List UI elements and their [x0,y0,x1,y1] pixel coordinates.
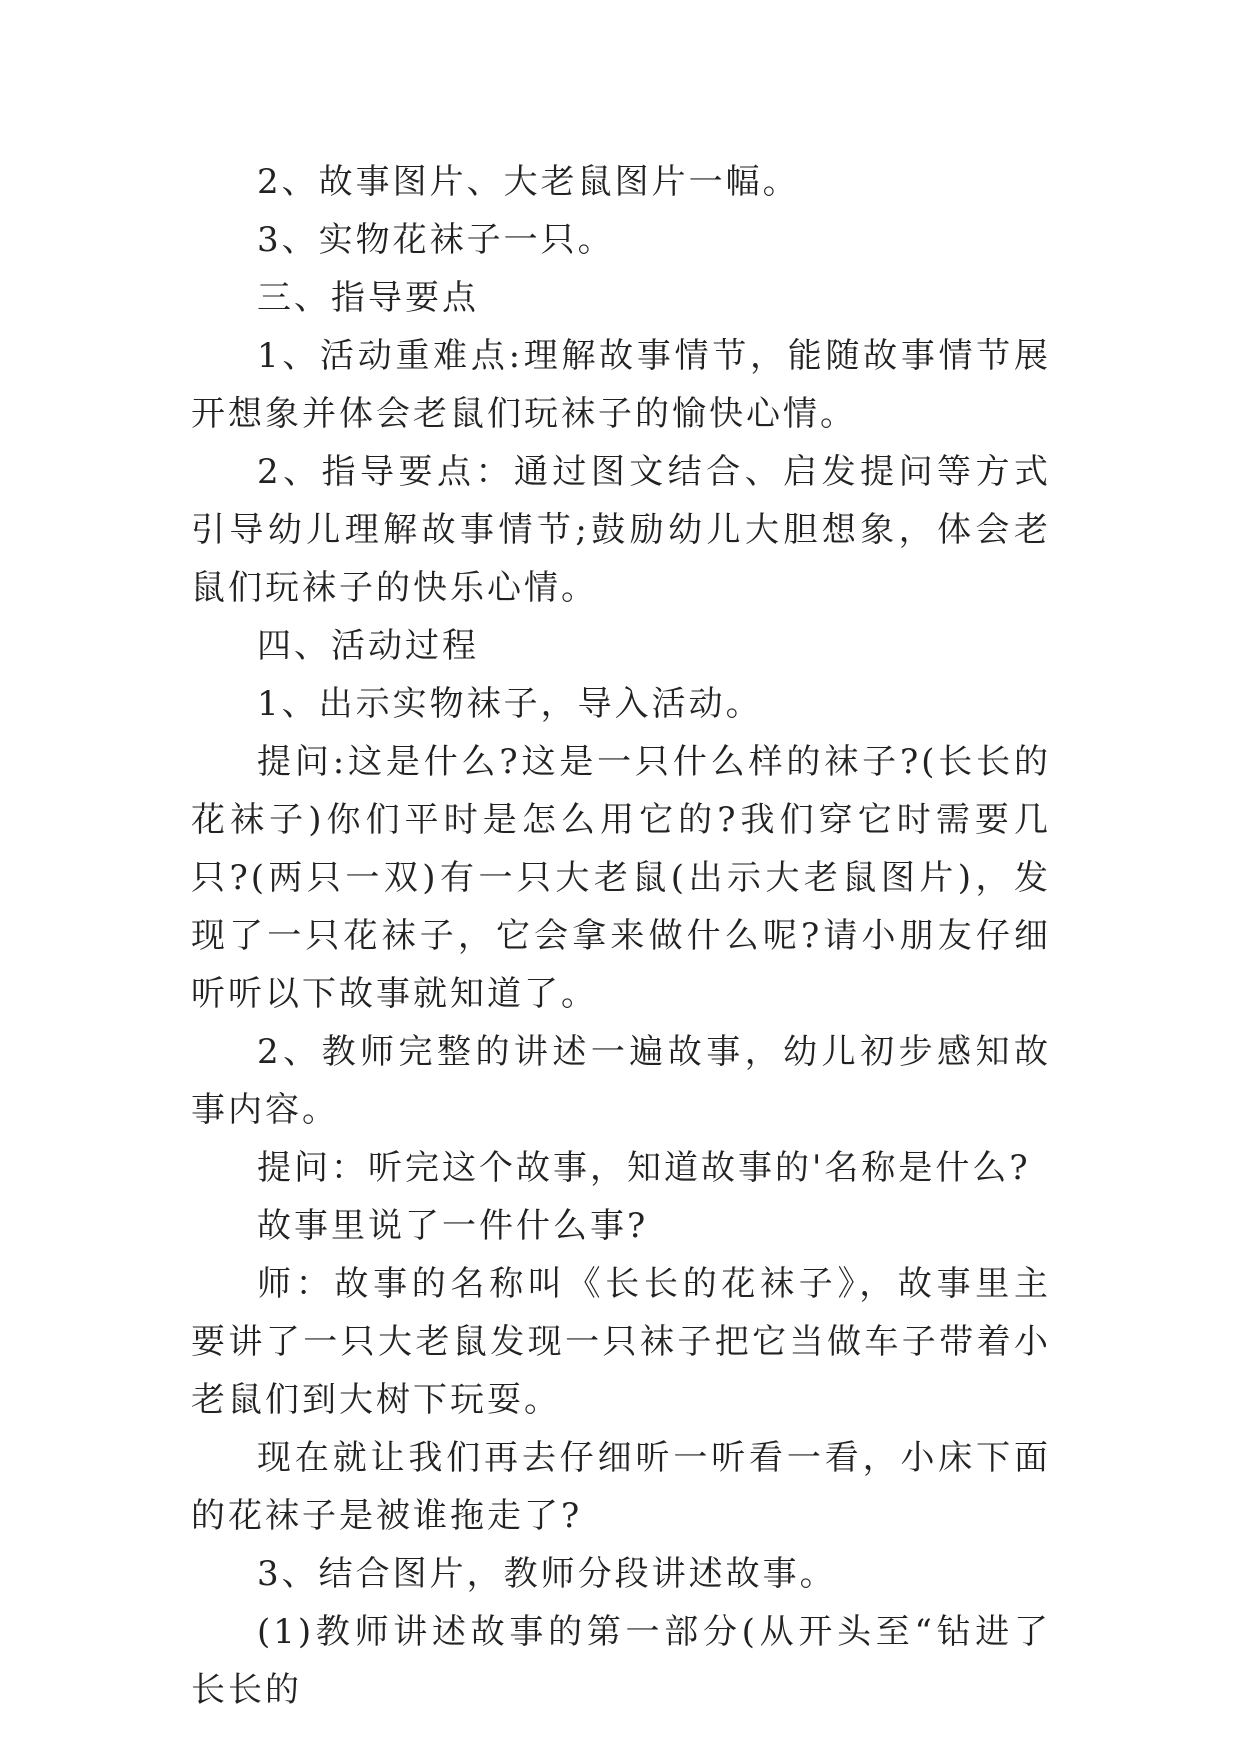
teacher-summary: 师：故事的名称叫《长长的花袜子》，故事里主要讲了一只大老鼠发现一只袜子把它当做车子带着小老鼠们到大树下玩耍。 [191,1264,1051,1420]
materials-item-story-pictures: 2、故事图片、大老鼠图片一幅。 [257,162,800,202]
materials-item-sock: 3、实物花袜子一只。 [257,220,615,260]
process-step-segmented-story: 3、结合图片，教师分段讲述故事。 [257,1554,837,1594]
section-heading-guidance-points: 三、指导要点 [257,278,479,318]
process-question-story-name: 提问：听完这个故事，知道故事的'名称是什么? [257,1148,1031,1188]
process-question-story-event: 故事里说了一件什么事? [257,1206,649,1246]
section-heading-activity-process: 四、活动过程 [257,626,479,666]
document-body [191,153,1051,1719]
process-question-intro: 提问:这是什么?这是一只什么样的袜子?(长长的花袜子)你们平时是怎么用它的?我们穿它时需要几只?(两只一双)有一只大老鼠(出示大老鼠图片)，发现了一只花袜子，它会拿来做什么呢?请小朋友仔细听听以下故事就知道了。 [191,742,1051,1014]
guidance-key-difficulty: 1、活动重难点:理解故事情节，能随故事情节展开想象并体会老鼠们玩袜子的愉快心情。 [191,336,1051,434]
guidance-points: 2、指导要点：通过图文结合、启发提问等方式引导幼儿理解故事情节;鼓励幼儿大胆想象，体会老鼠们玩袜子的快乐心情。 [191,452,1051,608]
teacher-prompt-listen-again: 现在就让我们再去仔细听一听看一看，小床下面的花袜子是被谁拖走了? [191,1438,1051,1536]
process-substep-part-one: (1)教师讲述故事的第一部分(从开头至“钻进了长长的 [191,1612,1051,1710]
process-step-full-story: 2、教师完整的讲述一遍故事，幼儿初步感知故事内容。 [191,1032,1051,1130]
process-step-show-sock: 1、出示实物袜子，导入活动。 [257,684,763,724]
